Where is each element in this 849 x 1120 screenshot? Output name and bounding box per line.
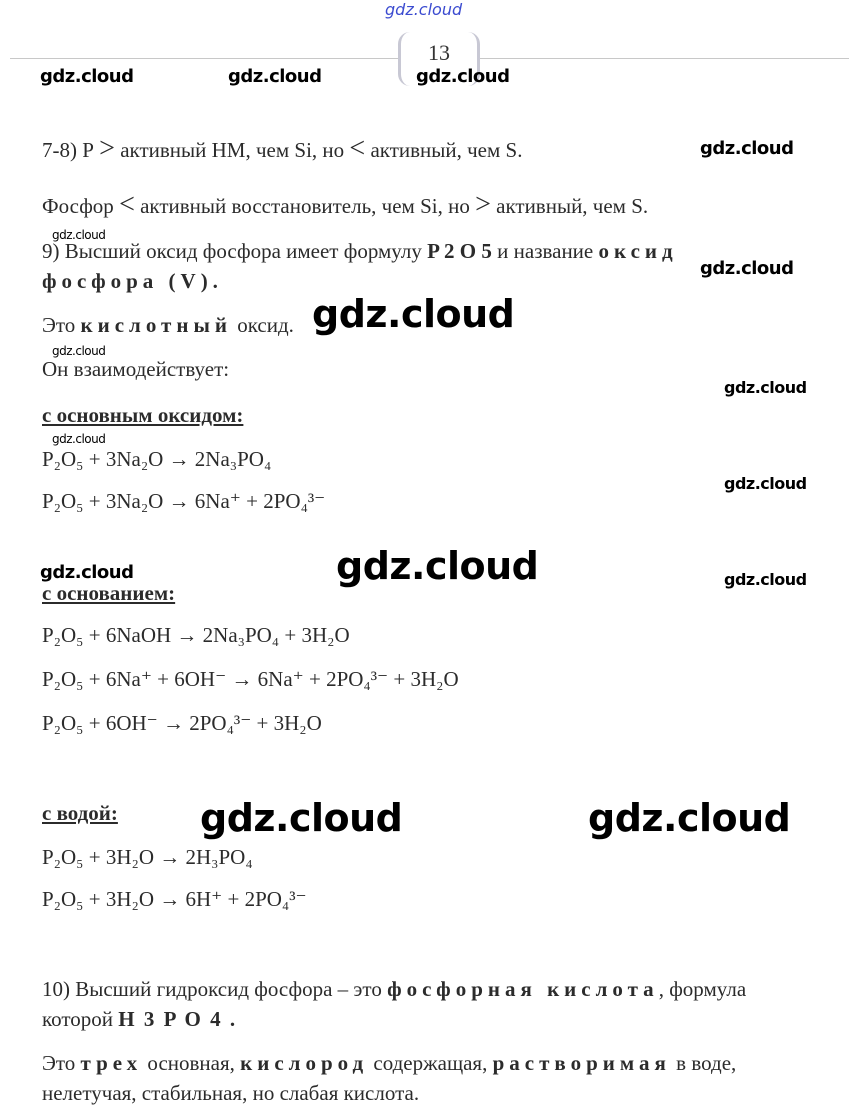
watermark: gdz.cloud [416, 66, 510, 87]
watermark: gdz.cloud [40, 66, 134, 87]
q9-line1: 9) Высший оксид фосфора имеет формулу P 2 O 5 и название оксид [42, 239, 678, 263]
watermark: gdz.cloud [228, 66, 322, 87]
oxide-header: с основным оксидом: [42, 403, 244, 427]
watermark: gdz.cloud [700, 138, 794, 159]
watermark: gdz.cloud [588, 796, 791, 840]
q10-line2: которой H 3 P O 4 . [42, 1007, 238, 1031]
watermark: gdz.cloud [40, 562, 134, 583]
watermark: gdz.cloud [52, 432, 106, 446]
watermark: gdz.cloud [200, 796, 403, 840]
watermark: gdz.cloud [724, 570, 807, 589]
water-header: с водой: [42, 801, 118, 825]
watermark: gdz.cloud [724, 378, 807, 397]
base-header: с основанием: [42, 581, 176, 605]
oxide-eq1: P₂O₅ + 3Na₂O → 2Na₃PO₄ [42, 447, 272, 471]
watermark: gdz.cloud [52, 344, 106, 358]
q78-line1: 7-8) Р > активный НМ, чем Si, но < активный, чем S. [42, 133, 523, 164]
base-eq2: P₂O₅ + 6Na⁺ + 6OH⁻ → 6Na⁺ + 2PO₄³⁻ + 3H₂O [42, 667, 459, 691]
oxide-eq2: P₂O₅ + 3Na₂O → 6Na⁺ + 2PO₄³⁻ [42, 489, 326, 513]
base-eq3: P₂O₅ + 6OH⁻ → 2PO₄³⁻ + 3H₂O [42, 711, 322, 735]
watermark: gdz.cloud [312, 292, 515, 336]
watermark: gdz.cloud [52, 228, 106, 242]
watermark: gdz.cloud [336, 544, 539, 588]
q10-line3: Это трех основная, кислород содержащая, растворимая в воде, [42, 1051, 737, 1075]
q9-line2: фосфора (V). [42, 269, 223, 293]
watermark: gdz.cloud [700, 258, 794, 279]
water-eq1: P₂O₅ + 3H₂O → 2H₃PO₄ [42, 845, 253, 869]
page-number: 13 [428, 40, 450, 65]
base-eq1: P₂O₅ + 6NaOH → 2Na₃PO₄ + 3H₂O [42, 623, 350, 647]
q10-line1: 10) Высший гидроксид фосфора – это фосфорная кислота, формула [42, 977, 747, 1001]
watermark: gdz.cloud [724, 474, 807, 493]
water-eq2: P₂O₅ + 3H₂O → 6H⁺ + 2PO₄³⁻ [42, 887, 307, 911]
q78-line2: Фосфор < активный восстановитель, чем Si, но > активный, чем S. [42, 189, 649, 220]
watermark-top: gdz.cloud [385, 0, 463, 19]
q10-line4: нелетучая, стабильная, но слабая кислота. [42, 1081, 420, 1105]
q9-type: Это кислотный оксид. [42, 313, 294, 337]
q9-interacts: Он взаимодействует: [42, 357, 230, 381]
